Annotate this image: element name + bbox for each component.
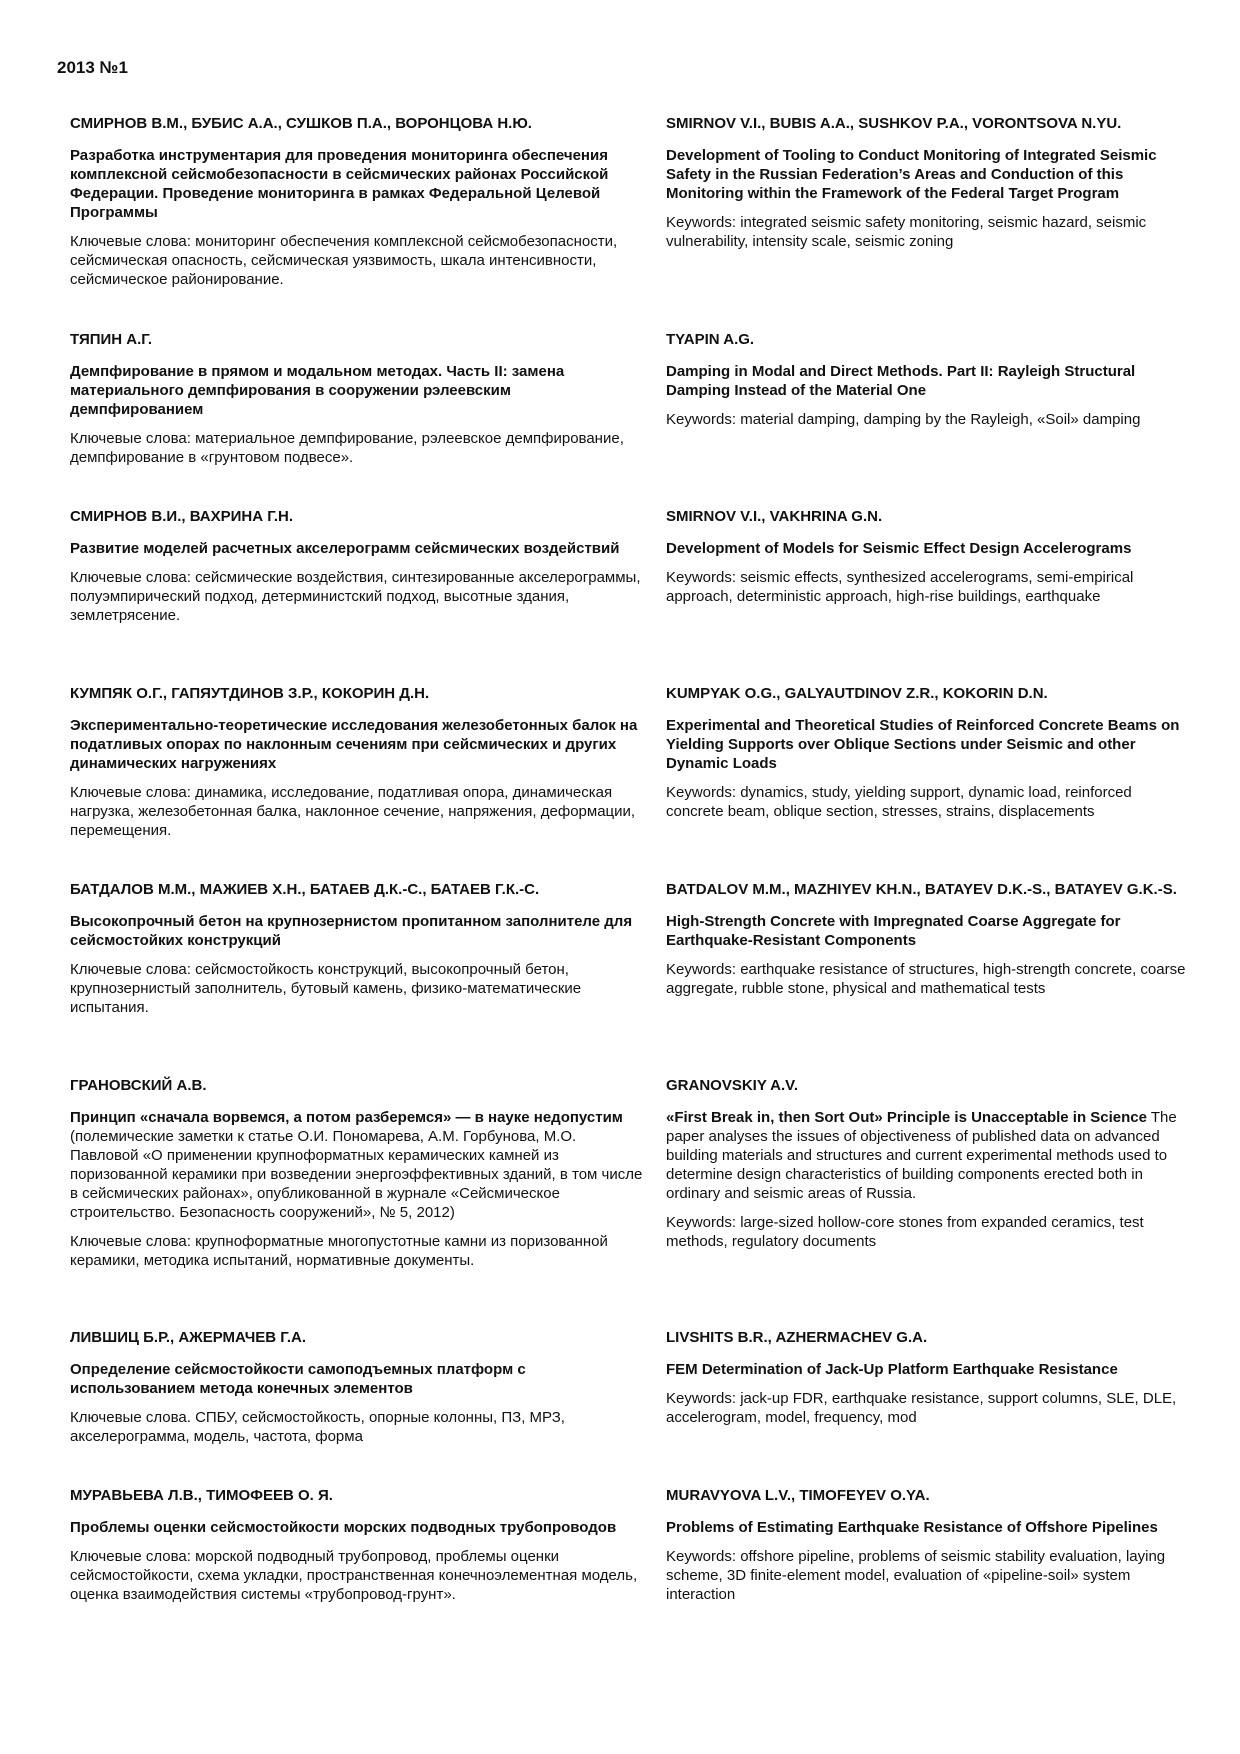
article-keywords: Ключевые слова: сейсмические воздействия, синтезированные акселерограммы, полуэмпирический подход, детерминистский подход, высотные здания, землетрясение. (70, 569, 641, 624)
article-keywords: Ключевые слова: динамика, исследование, податливая опора, динамическая нагрузка, железобетонная балка, наклонное сечение, напряжения, деформации, перемещения. (70, 784, 636, 839)
article-title (70, 539, 645, 558)
article-entry-ru (70, 880, 645, 1017)
article-title (666, 1108, 1188, 1203)
article-authors: KUMPYAK O.G., GALYAUTDINOV Z.R., KOKORIN D.N. (666, 685, 1048, 702)
article-authors: TYAPIN A.G. (666, 331, 755, 348)
article-entry-en (666, 684, 1188, 821)
article-entry-en (666, 1486, 1188, 1604)
title-text: Experimental and Theoretical Studies of Reinforced Concrete Beams on Yielding Supports over Oblique Sections under Seismic and other Dynamic Loads (666, 717, 1180, 772)
article-title (70, 912, 645, 950)
article-authors: SMIRNOV V.I., VAKHRINA G.N. (666, 508, 883, 525)
article-keywords: Keywords: offshore pipeline, problems of seismic stability evaluation, laying scheme, 3D finite-element model, evaluation of «pipeline-soil» system interaction (666, 1548, 1166, 1603)
article-authors: БАТДАЛОВ М.М., МАЖИЕВ Х.Н., БАТАЕВ Д.К.-С., БАТАЕВ Г.К.-С. (70, 881, 540, 898)
title-text: Разработка инструментария для проведения мониторинга обеспечения комплексной сейсмобезопасности в сейсмических районах Российской Федерации. Проведение мониторинга в рамках Федеральной Целевой Программы (70, 147, 609, 221)
article-entry-ru (70, 507, 645, 625)
article-title (666, 716, 1188, 773)
title-description: (полемические заметки к статье О.И. Пономарева, А.М. Горбунова, М.О. Павловой «О применении крупноформатных керамических камней из поризованной керамики при возведении энергоэффективных зданий, в том числе в сейсмических районах», опубликованной в журнале «Сейсмическое строительство. Безопасность сооружений», № 5, 2012) (70, 1128, 643, 1221)
article-title (666, 362, 1188, 400)
article-title (70, 146, 645, 222)
title-text: Принцип «сначала ворвемся, а потом разберемся» — в науке недопустим (70, 1109, 623, 1126)
article-keywords: Keywords: material damping, damping by the Rayleigh, «Soil» damping (666, 411, 1141, 428)
title-text: Высокопрочный бетон на крупнозернистом пропитанном заполнителе для сейсмостойких конструкций (70, 913, 633, 949)
article-title (666, 912, 1188, 950)
article-authors: BATDALOV M.M., MAZHIYEV KH.N., BATAYEV D.K.-S., BATAYEV G.K.-S. (666, 881, 1177, 898)
title-description: The paper analyses the issues of objectiveness of published data on advanced building materials and structures and current experimental methods used to determine design characteristics of building components erected both in ordinary and seismic areas of Russia. (666, 1109, 1177, 1202)
title-text: Определение сейсмостойкости самоподъемных платформ с использованием метода конечных элементов (70, 1361, 526, 1397)
title-text: Problems of Estimating Earthquake Resistance of Offshore Pipelines (666, 1519, 1158, 1536)
article-entry-ru (70, 1328, 645, 1446)
issue-number: 2013 №1 (57, 58, 128, 77)
article-keywords: Ключевые слова: сейсмостойкость конструкций, высокопрочный бетон, крупнозернистый заполнитель, бутовый камень, физико-математические испытания. (70, 961, 582, 1016)
article-entry-en (666, 1328, 1188, 1427)
article-title (70, 1360, 645, 1398)
article-entry-ru (70, 330, 645, 467)
article-authors: ТЯПИН А.Г. (70, 331, 153, 348)
article-title (70, 1518, 645, 1537)
article-entry-en (666, 330, 1188, 429)
article-entry-ru (70, 114, 645, 289)
title-text: High-Strength Concrete with Impregnated Coarse Aggregate for Earthquake-Resistant Components (666, 913, 1121, 949)
article-keywords: Ключевые слова: мониторинг обеспечения комплексной сейсмобезопасности, сейсмическая опасность, сейсмическая уязвимость, шкала интенсивности, сейсмическое районирование. (70, 233, 618, 288)
article-title (666, 1518, 1188, 1537)
article-authors: МУРАВЬЕВА Л.В., ТИМОФЕЕВ О. Я. (70, 1487, 333, 1504)
title-text: Демпфирование в прямом и модальном методах. Часть II: замена материального демпфирования в сооружении рэлеевским демпфированием (70, 363, 565, 418)
article-keywords: Keywords: large-sized hollow-core stones from expanded ceramics, test methods, regulatory documents (666, 1214, 1144, 1250)
title-text: Проблемы оценки сейсмостойкости морских подводных трубопроводов (70, 1519, 617, 1536)
article-title (666, 1360, 1188, 1379)
article-entry-en (666, 114, 1188, 251)
article-keywords: Keywords: jack-up FDR, earthquake resistance, support columns, SLE, DLE, accelerogram, model, frequency, mod (666, 1390, 1177, 1426)
article-entry-ru (70, 684, 645, 840)
article-keywords: Ключевые слова. СПБУ, сейсмостойкость, опорные колонны, ПЗ, МРЗ, акселерограмма, модель, частота, форма (70, 1409, 565, 1445)
article-keywords: Keywords: dynamics, study, yielding support, dynamic load, reinforced concrete beam, oblique section, stresses, strains, displacements (666, 784, 1132, 820)
article-title (666, 146, 1188, 203)
article-title (70, 362, 645, 419)
article-authors: КУМПЯК О.Г., ГАПЯУТДИНОВ З.Р., КОКОРИН Д.Н. (70, 685, 430, 702)
article-authors: ЛИВШИЦ Б.Р., АЖЕРМАЧЕВ Г.А. (70, 1329, 307, 1346)
article-authors: LIVSHITS B.R., AZHERMACHEV G.A. (666, 1329, 928, 1346)
article-entry-ru (70, 1486, 645, 1604)
title-text: «First Break in, then Sort Out» Principle is Unacceptable in Science (666, 1109, 1147, 1126)
article-authors: ГРАНОВСКИЙ А.В. (70, 1077, 207, 1094)
article-entry-en (666, 880, 1188, 998)
article-keywords: Ключевые слова: материальное демпфирование, рэлеевское демпфирование, демпфирование в «грунтовом подвесе». (70, 430, 624, 466)
article-title (70, 716, 645, 773)
article-keywords: Keywords: seismic effects, synthesized accelerograms, semi-empirical approach, deterministic approach, high-rise buildings, earthquake (666, 569, 1134, 605)
title-text: Damping in Modal and Direct Methods. Part II: Rayleigh Structural Damping Instead of the Material One (666, 363, 1136, 399)
article-authors: MURAVYOVA L.V., TIMOFEYEV O.YA. (666, 1487, 930, 1504)
article-entry-ru (70, 1076, 645, 1270)
article-keywords: Keywords: earthquake resistance of structures, high-strength concrete, coarse aggregate, rubble stone, physical and mathematical tests (666, 961, 1186, 997)
article-entry-en (666, 1076, 1188, 1251)
title-text: Развитие моделей расчетных акселерограмм сейсмических воздействий (70, 540, 620, 557)
article-keywords: Ключевые слова: крупноформатные многопустотные камни из поризованной керамики, методика испытаний, нормативные документы. (70, 1233, 608, 1269)
article-authors: СМИРНОВ В.И., ВАХРИНА Г.Н. (70, 508, 294, 525)
title-text: FEM Determination of Jack-Up Platform Earthquake Resistance (666, 1361, 1118, 1378)
article-title (70, 1108, 645, 1222)
title-text: Development of Models for Seismic Effect Design Accelerograms (666, 540, 1132, 557)
article-authors: SMIRNOV V.I., BUBIS A.A., SUSHKOV P.A., VORONTSOVA N.YU. (666, 115, 1122, 132)
title-text: Экспериментально-теоретические исследования железобетонных балок на податливых опорах по наклонным сечениям при сейсмических и других динамических нагружениях (70, 717, 638, 772)
title-text: Development of Tooling to Conduct Monitoring of Integrated Seismic Safety in the Russian Federation’s Areas and Conduction of this Monitoring within the Framework of the Federal Target Program (666, 147, 1157, 202)
article-keywords: Ключевые слова: морской подводный трубопровод, проблемы оценки сейсмостойкости, схема укладки, пространственная конечноэлементная модель, оценка взаимодействия системы «трубопровод-грунт». (70, 1548, 638, 1603)
article-authors: СМИРНОВ В.М., БУБИС А.А., СУШКОВ П.А., ВОРОНЦОВА Н.Ю. (70, 115, 532, 132)
article-authors: GRANOVSKIY A.V. (666, 1077, 798, 1094)
article-keywords: Keywords: integrated seismic safety monitoring, seismic hazard, seismic vulnerability, intensity scale, seismic zoning (666, 214, 1147, 250)
article-entry-en (666, 507, 1188, 606)
article-title (666, 539, 1188, 558)
